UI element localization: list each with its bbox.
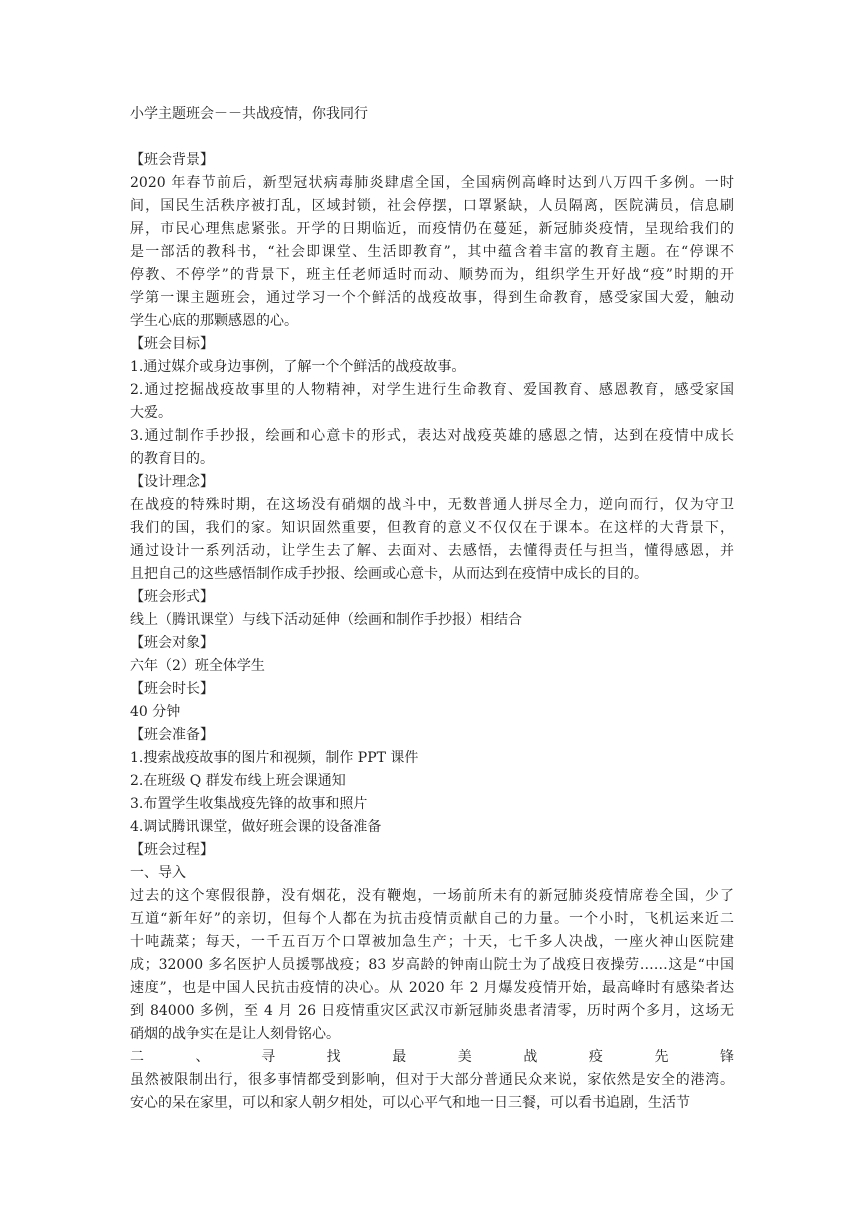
body-line: 40 分钟 [130,704,181,720]
section-heading: 【班会准备】 [130,727,214,743]
body-line: 一、导入 [130,865,186,881]
section-heading: 【班会过程】 [130,842,214,858]
body-line: 安心的呆在家里，可以和家人朝夕相处，可以心平气和地一日三餐，可以看书追剧，生活节 [130,1095,690,1111]
section-heading: 【班会对象】 [130,635,214,651]
body-line: 虽然被限制出行，很多事情都受到影响，但对于大部分普通民众来说，家依然是安全的港湾。 [130,1072,734,1088]
body-line: 且把自己的这些感悟制作成手抄报、绘画或心意卡，从而达到在疫情中成长的目的。 [130,566,648,582]
body-line: 的教育目的。 [130,451,214,467]
body-line: 通过设计一系列活动，让学生去了解、去面对、去感悟，去懂得责任与担当，懂得感恩，并 [130,543,734,559]
body-line: 线上（腾讯课堂）与线下活动延伸（绘画和制作手抄报）相结合 [130,612,522,628]
body-line: 在战疫的特殊时期，在这场没有硝烟的战斗中，无数普通人拼尽全力，逆向而行，仅为守卫 [130,497,734,513]
body-line: 速度”，也是中国人民抗击疫情的决心。从 2020 年 2 月爆发疫情开始，最高峰时有感染者达 [130,980,734,996]
body-line: 4.调试腾讯课堂，做好班会课的设备准备 [130,819,382,835]
section-heading: 【班会形式】 [130,589,214,605]
section-heading: 【班会目标】 [130,336,214,352]
body-line: 1.搜索战疫故事的图片和视频，制作 PPT 课件 [130,750,419,766]
body-line: 成；32000 多名医护人员援鄂战疫；83 岁高龄的钟南山院士为了战疫日夜操劳……这是“中国 [130,957,734,973]
body-line: 屏，市民心理焦虑紧张。开学的日期临近，而疫情仍在蔓延，新冠肺炎疫情，呈现给我们的 [130,221,734,237]
body-line: 学生心底的那颗感恩的心。 [130,313,298,329]
body-line: 2020 年春节前后，新型冠状病毒肺炎肆虐全国，全国病例高峰时达到八万四千多例。一时 [130,175,734,191]
body-line: 1.通过媒介或身边事例，了解一个个鲜活的战疫故事。 [130,359,466,375]
section-heading: 【班会时长】 [130,681,214,697]
body-line: 互道“新年好”的亲切，但每个人都在为抗击疫情贡献自己的力量。一个小时，飞机运来近二 [130,911,734,927]
body-line: 停教、不停学”的背景下，班主任老师适时而动、顺势而为，组织学生开好战“疫”时期的开 [130,267,734,283]
section-heading: 【设计理念】 [130,474,214,490]
document-body [130,149,734,1115]
body-line: 间，国民生活秩序被打乱，区域封锁，社会停摆，口罩紧缺，人员隔离，医院满员，信息刷 [130,198,734,214]
body-line: 硝烟的战争实在是让人刻骨铭心。 [130,1026,340,1042]
section-heading: 【班会背景】 [130,152,214,168]
body-line: 2.通过挖掘战疫故事里的人物精神，对学生进行生命教育、爱国教育、感恩教育，感受家国 [130,382,734,398]
body-line: 二、寻找最美战疫先锋 [130,1049,734,1065]
body-line: 是一部活的教科书，“社会即课堂、生活即教育”，其中蕴含着丰富的教育主题。在“停课不 [130,244,734,260]
body-line: 十吨蔬菜；每天，一千五百万个口罩被加急生产；十天，七千多人决战，一座火神山医院建 [130,934,734,950]
body-line: 学第一课主题班会，通过学习一个个鲜活的战疫故事，得到生命教育，感受家国大爱，触动 [130,290,734,306]
body-line: 过去的这个寒假很静，没有烟花，没有鞭炮，一场前所未有的新冠肺炎疫情席卷全国，少了 [130,888,734,904]
body-line: 3.布置学生收集战疫先锋的故事和照片 [130,796,368,812]
document-page [130,103,734,1115]
body-line: 大爱。 [130,405,172,421]
body-line: 3.通过制作手抄报，绘画和心意卡的形式，表达对战疫英雄的感恩之情，达到在疫情中成长 [130,428,734,444]
body-line: 2.在班级 Q 群发布线上班会课通知 [130,773,346,789]
body-line: 到 84000 多例，至 4 月 26 日疫情重灾区武汉市新冠肺炎患者清零，历时两个多月，这场无 [130,1003,734,1019]
body-line: 六年（2）班全体学生 [130,658,265,674]
body-line: 我们的国，我们的家。知识固然重要，但教育的意义不仅仅在于课本。在这样的大背景下， [130,520,734,536]
document-title: 小学主题班会－－共战疫情，你我同行 [130,106,368,122]
